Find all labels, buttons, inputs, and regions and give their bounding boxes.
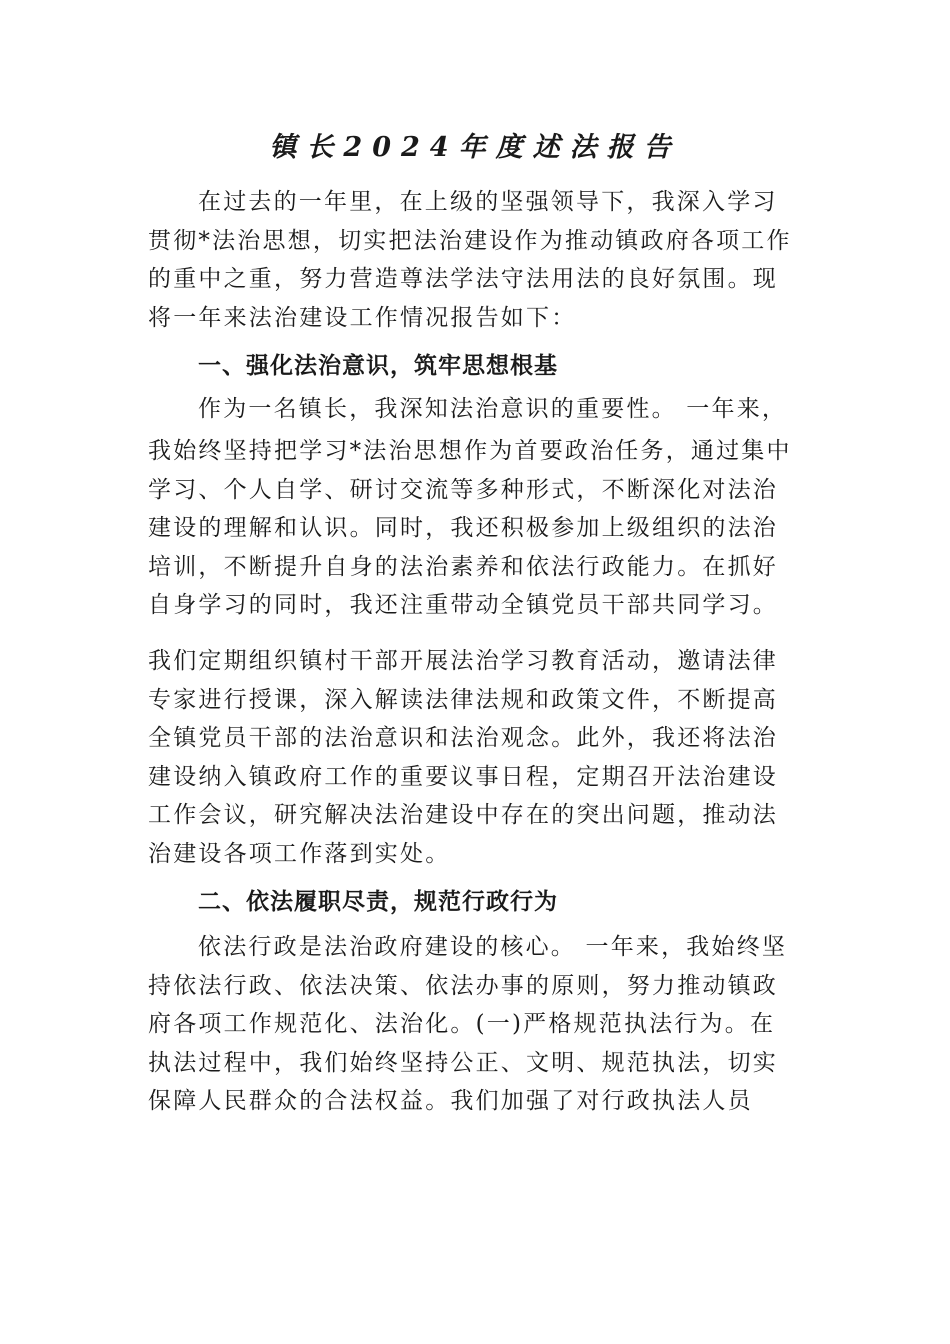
section-heading-1: 一、强化法治意识，筑牢思想根基 <box>198 353 558 379</box>
section-1-paragraph-2: 我始终坚持把学习*法治思想作为首要政治任务，通过集中学习、个人自学、研讨交流等多种形式，不断深化对法治建设的理解和认识。同时，我还积极参加上级组织的法治培训，不断提升自身的法治素养和依法行政能力。在抓好自身学习的同时，我还注重带动全镇党员干部共同学习。 <box>148 438 792 618</box>
section-1-paragraph-3: 我们定期组织镇村干部开展法治学习教育活动，邀请法律专家进行授课，深入解读法律法规和政策文件，不断提高全镇党员干部的法治意识和法治观念。此外，我还将法治建设纳入镇政府工作的重要议事日程，定期召开法治建设工作会议，研究解决法治建设中存在的突出问题，推动法治建设各项工作落到实处。 <box>148 648 778 867</box>
section-heading-2: 二、依法履职尽责，规范行政行为 <box>198 889 558 915</box>
section-2-paragraph-1: 依法行政是法治政府建设的核心。 一年来，我始终坚持依法行政、依法决策、依法办事的原则，努力推动镇政府各项工作规范化、法治化。(一)严格规范执法行为。在执法过程中，我们始终坚持公正、文明、规范执法，切实保障人民群众的合法权益。我们加强了对行政执法人员 <box>148 934 788 1114</box>
section-1-paragraph-1: 作为一名镇长，我深知法治意识的重要性。 一年来， <box>198 396 788 422</box>
intro-paragraph: 在过去的一年里，在上级的坚强领导下，我深入学习贯彻*法治思想，切实把法治建设作为推动镇政府各项工作的重中之重，努力营造尊法学法守法用法的良好氛围。现将一年来法治建设工作情况报告如下： <box>148 189 792 331</box>
document-title: 镇长2024年度述法报告 <box>269 132 681 163</box>
